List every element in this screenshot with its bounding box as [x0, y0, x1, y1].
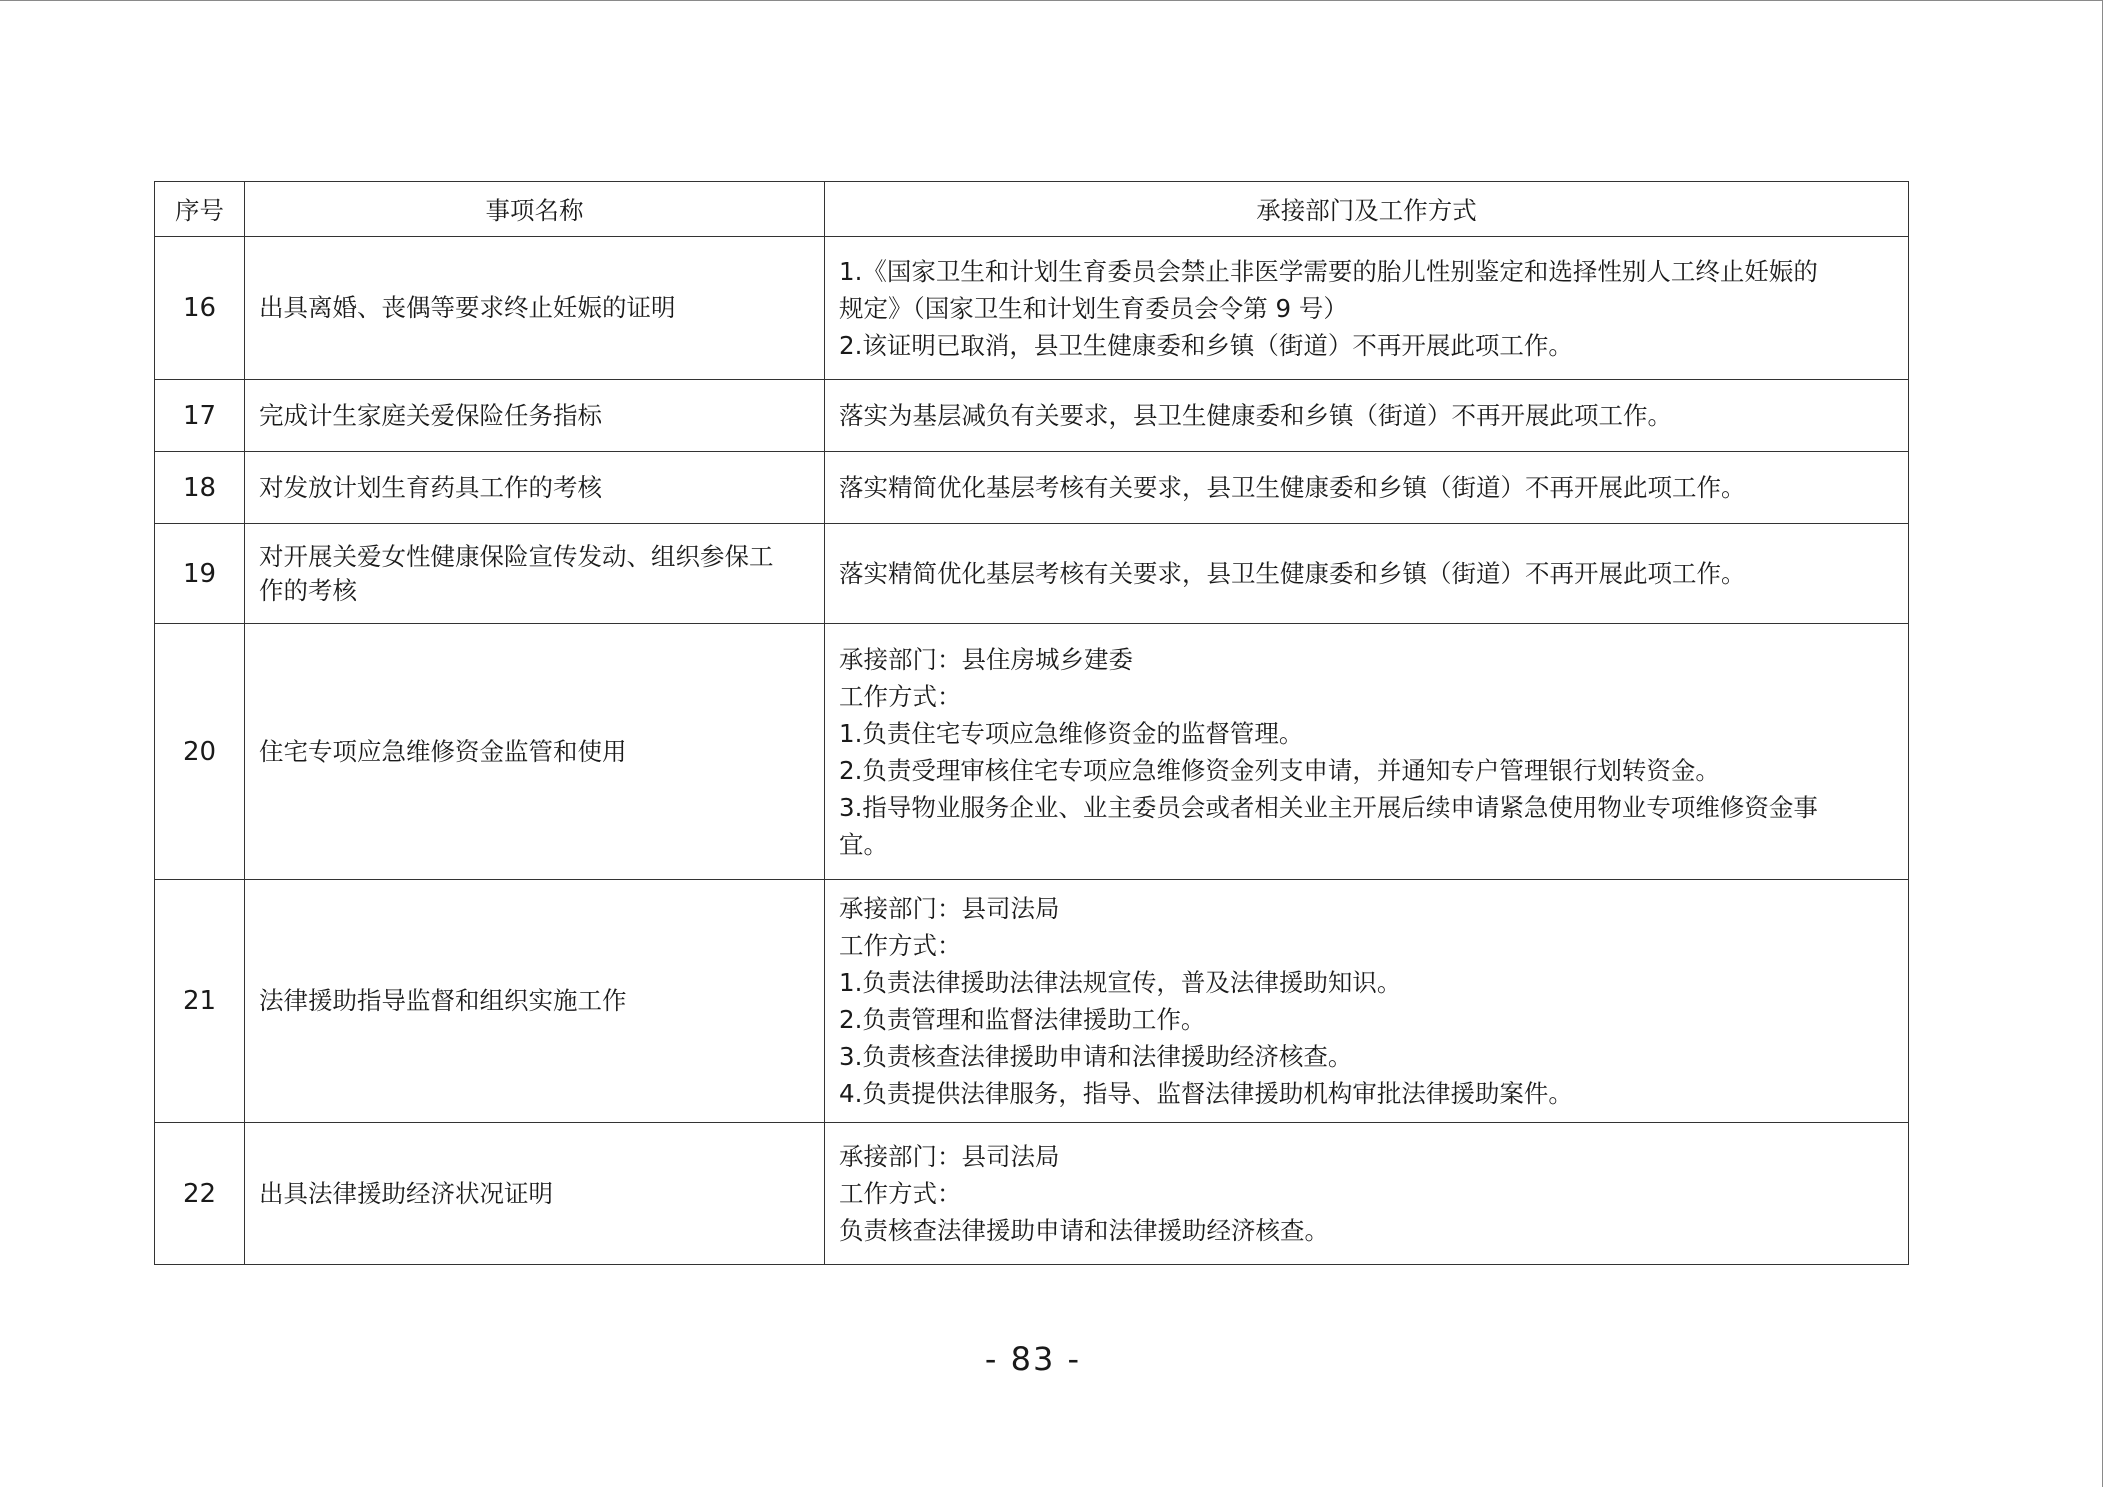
dept-line: 落实精简优化基层考核有关要求，县卫生健康委和乡镇（街道）不再开展此项工作。	[839, 559, 1746, 588]
dept-line: 负责核查法律援助申请和法律援助经济核查。	[839, 1216, 1329, 1245]
row-department-method	[825, 624, 1909, 880]
dept-line: 工作方式：	[839, 681, 962, 711]
dept-line: 落实为基层减负有关要求，县卫生健康委和乡镇（街道）不再开展此项工作。	[839, 401, 1672, 430]
items-table	[154, 181, 1909, 1265]
row-number: 20	[155, 624, 245, 880]
dept-line: 宜。	[839, 829, 888, 859]
item-name-line: 法律援助指导监督和组织实施工作	[259, 986, 627, 1015]
page-number: - 83 -	[984, 1340, 1082, 1378]
row-department-method	[825, 237, 1909, 380]
item-name-line: 出具法律援助经济状况证明	[259, 1178, 553, 1208]
row-item-name	[245, 237, 825, 380]
row-item-name	[245, 524, 825, 624]
row-item-name	[245, 1123, 825, 1265]
table-row	[155, 237, 1909, 380]
item-name-line: 对发放计划生育药具工作的考核	[259, 472, 602, 502]
table-row	[155, 880, 1909, 1123]
dept-line: 1.负责住宅专项应急维修资金的监督管理。	[839, 718, 1304, 748]
header-item-name: 事项名称	[245, 182, 825, 237]
table-row	[155, 1123, 1909, 1265]
dept-line: 规定》（国家卫生和计划生育委员会令第 9 号）	[839, 293, 1348, 323]
table-row	[155, 380, 1909, 452]
item-name-line: 完成计生家庭关爱保险任务指标	[259, 400, 602, 430]
table-header-row	[155, 182, 1909, 237]
dept-line: 2.负责受理审核住宅专项应急维修资金列支申请，并通知专户管理银行划转资金。	[839, 755, 1720, 785]
item-name-line: 对开展关爱女性健康保险宣传发动、组织参保工	[259, 541, 774, 571]
row-number: 22	[155, 1123, 245, 1265]
dept-line: 工作方式：	[839, 1179, 962, 1208]
dept-line: 落实精简优化基层考核有关要求，县卫生健康委和乡镇（街道）不再开展此项工作。	[839, 473, 1746, 502]
row-number: 18	[155, 452, 245, 524]
header-number: 序号	[155, 182, 245, 237]
item-name-line: 作的考核	[259, 575, 357, 605]
row-item-name	[245, 452, 825, 524]
dept-line: 1.《国家卫生和计划生育委员会禁止非医学需要的胎儿性别鉴定和选择性别人工终止妊娠的	[839, 256, 1818, 286]
row-department-method	[825, 452, 1909, 524]
row-department-method	[825, 1123, 1909, 1265]
dept-line: 2.负责管理和监督法律援助工作。	[839, 1005, 1206, 1034]
item-name-line: 住宅专项应急维修资金监管和使用	[259, 736, 627, 766]
dept-line: 4.负责提供法律服务，指导、监督法律援助机构审批法律援助案件。	[839, 1079, 1573, 1108]
row-number: 16	[155, 237, 245, 380]
dept-line: 2.该证明已取消，县卫生健康委和乡镇（街道）不再开展此项工作。	[839, 330, 1573, 360]
row-department-method	[825, 880, 1909, 1123]
row-department-method	[825, 524, 1909, 624]
table-row	[155, 524, 1909, 624]
row-number: 19	[155, 524, 245, 624]
table-row	[155, 624, 1909, 880]
dept-line: 承接部门：县司法局	[839, 894, 1060, 923]
dept-line: 承接部门：县住房城乡建委	[839, 644, 1133, 674]
dept-line: 承接部门：县司法局	[839, 1142, 1060, 1171]
dept-line: 工作方式：	[839, 931, 962, 960]
row-number: 17	[155, 380, 245, 452]
dept-line: 3.负责核查法律援助申请和法律援助经济核查。	[839, 1042, 1353, 1071]
row-department-method	[825, 380, 1909, 452]
table-row	[155, 452, 1909, 524]
row-item-name	[245, 380, 825, 452]
row-item-name	[245, 880, 825, 1123]
row-item-name	[245, 624, 825, 880]
dept-line: 3.指导物业服务企业、业主委员会或者相关业主开展后续申请紧急使用物业专项维修资金事	[839, 792, 1818, 822]
row-number: 21	[155, 880, 245, 1123]
header-department-method: 承接部门及工作方式	[825, 182, 1909, 237]
item-name-line: 出具离婚、丧偶等要求终止妊娠的证明	[259, 293, 676, 322]
dept-line: 1.负责法律援助法律法规宣传，普及法律援助知识。	[839, 968, 1402, 997]
